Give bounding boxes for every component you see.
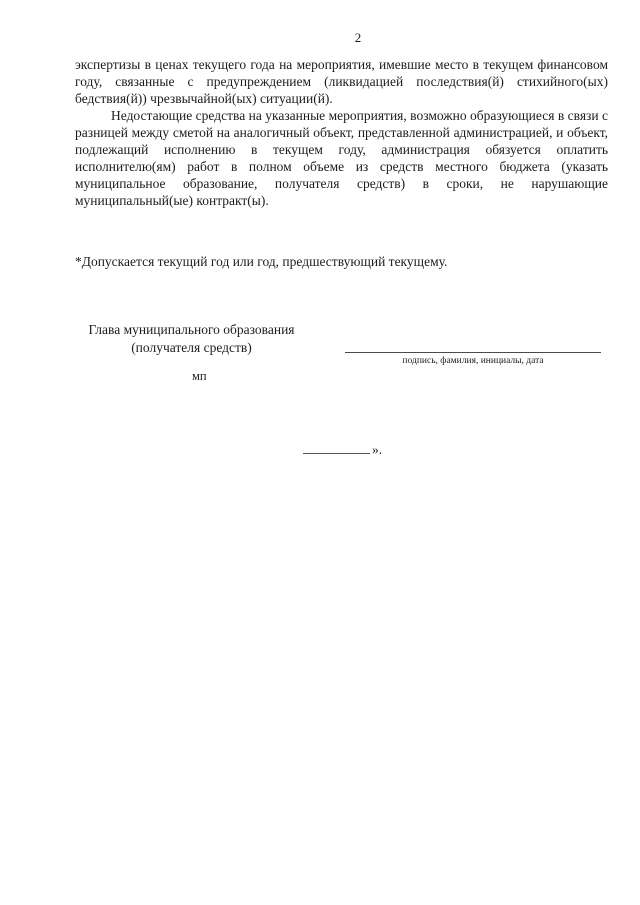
signatory-title [75, 321, 308, 357]
paragraph-missing-funds: Недостающие средства на указанные мероприятия, возможно образующиеся в связи с разницей между сметой на аналогичный объект, представленной администрацией, и объект, подлежащий исполнению в текущем году, администрация обязуется оплатить исполнителю(ям) работ в полном объеме из средств местного бюджета (указать муниципальное образование, получателя средств) в сроки, не нарушающие муниципальный(ые) контракт(ы). [75, 108, 608, 208]
paragraph-continuation: экспертизы в ценах текущего года на мероприятия, имевшие место в текущем финансовом году, связанные с предупреждением (ликвидацией последствия(й) стихийного(ых) бедствия(й)) чрезвычайной(ых) ситуации(й). [75, 57, 608, 106]
page-number: 2 [354, 30, 362, 45]
signature-line-caption: подпись, фамилия, инициалы, дата [402, 356, 544, 366]
closing-blank-line [303, 440, 370, 454]
closing-quote-mark: ». [372, 442, 383, 457]
signatory-title-line1: Глава муниципального образования [88, 322, 295, 337]
signature-blank-line [345, 340, 601, 353]
document-body [75, 56, 608, 209]
stamp-place-mark: мп [192, 369, 207, 383]
closing-line [303, 440, 382, 458]
signatory-title-line2: (получателя средств) [131, 340, 252, 355]
footnote-text: *Допускается текущий год или год, предшествующий текущему. [75, 254, 448, 269]
